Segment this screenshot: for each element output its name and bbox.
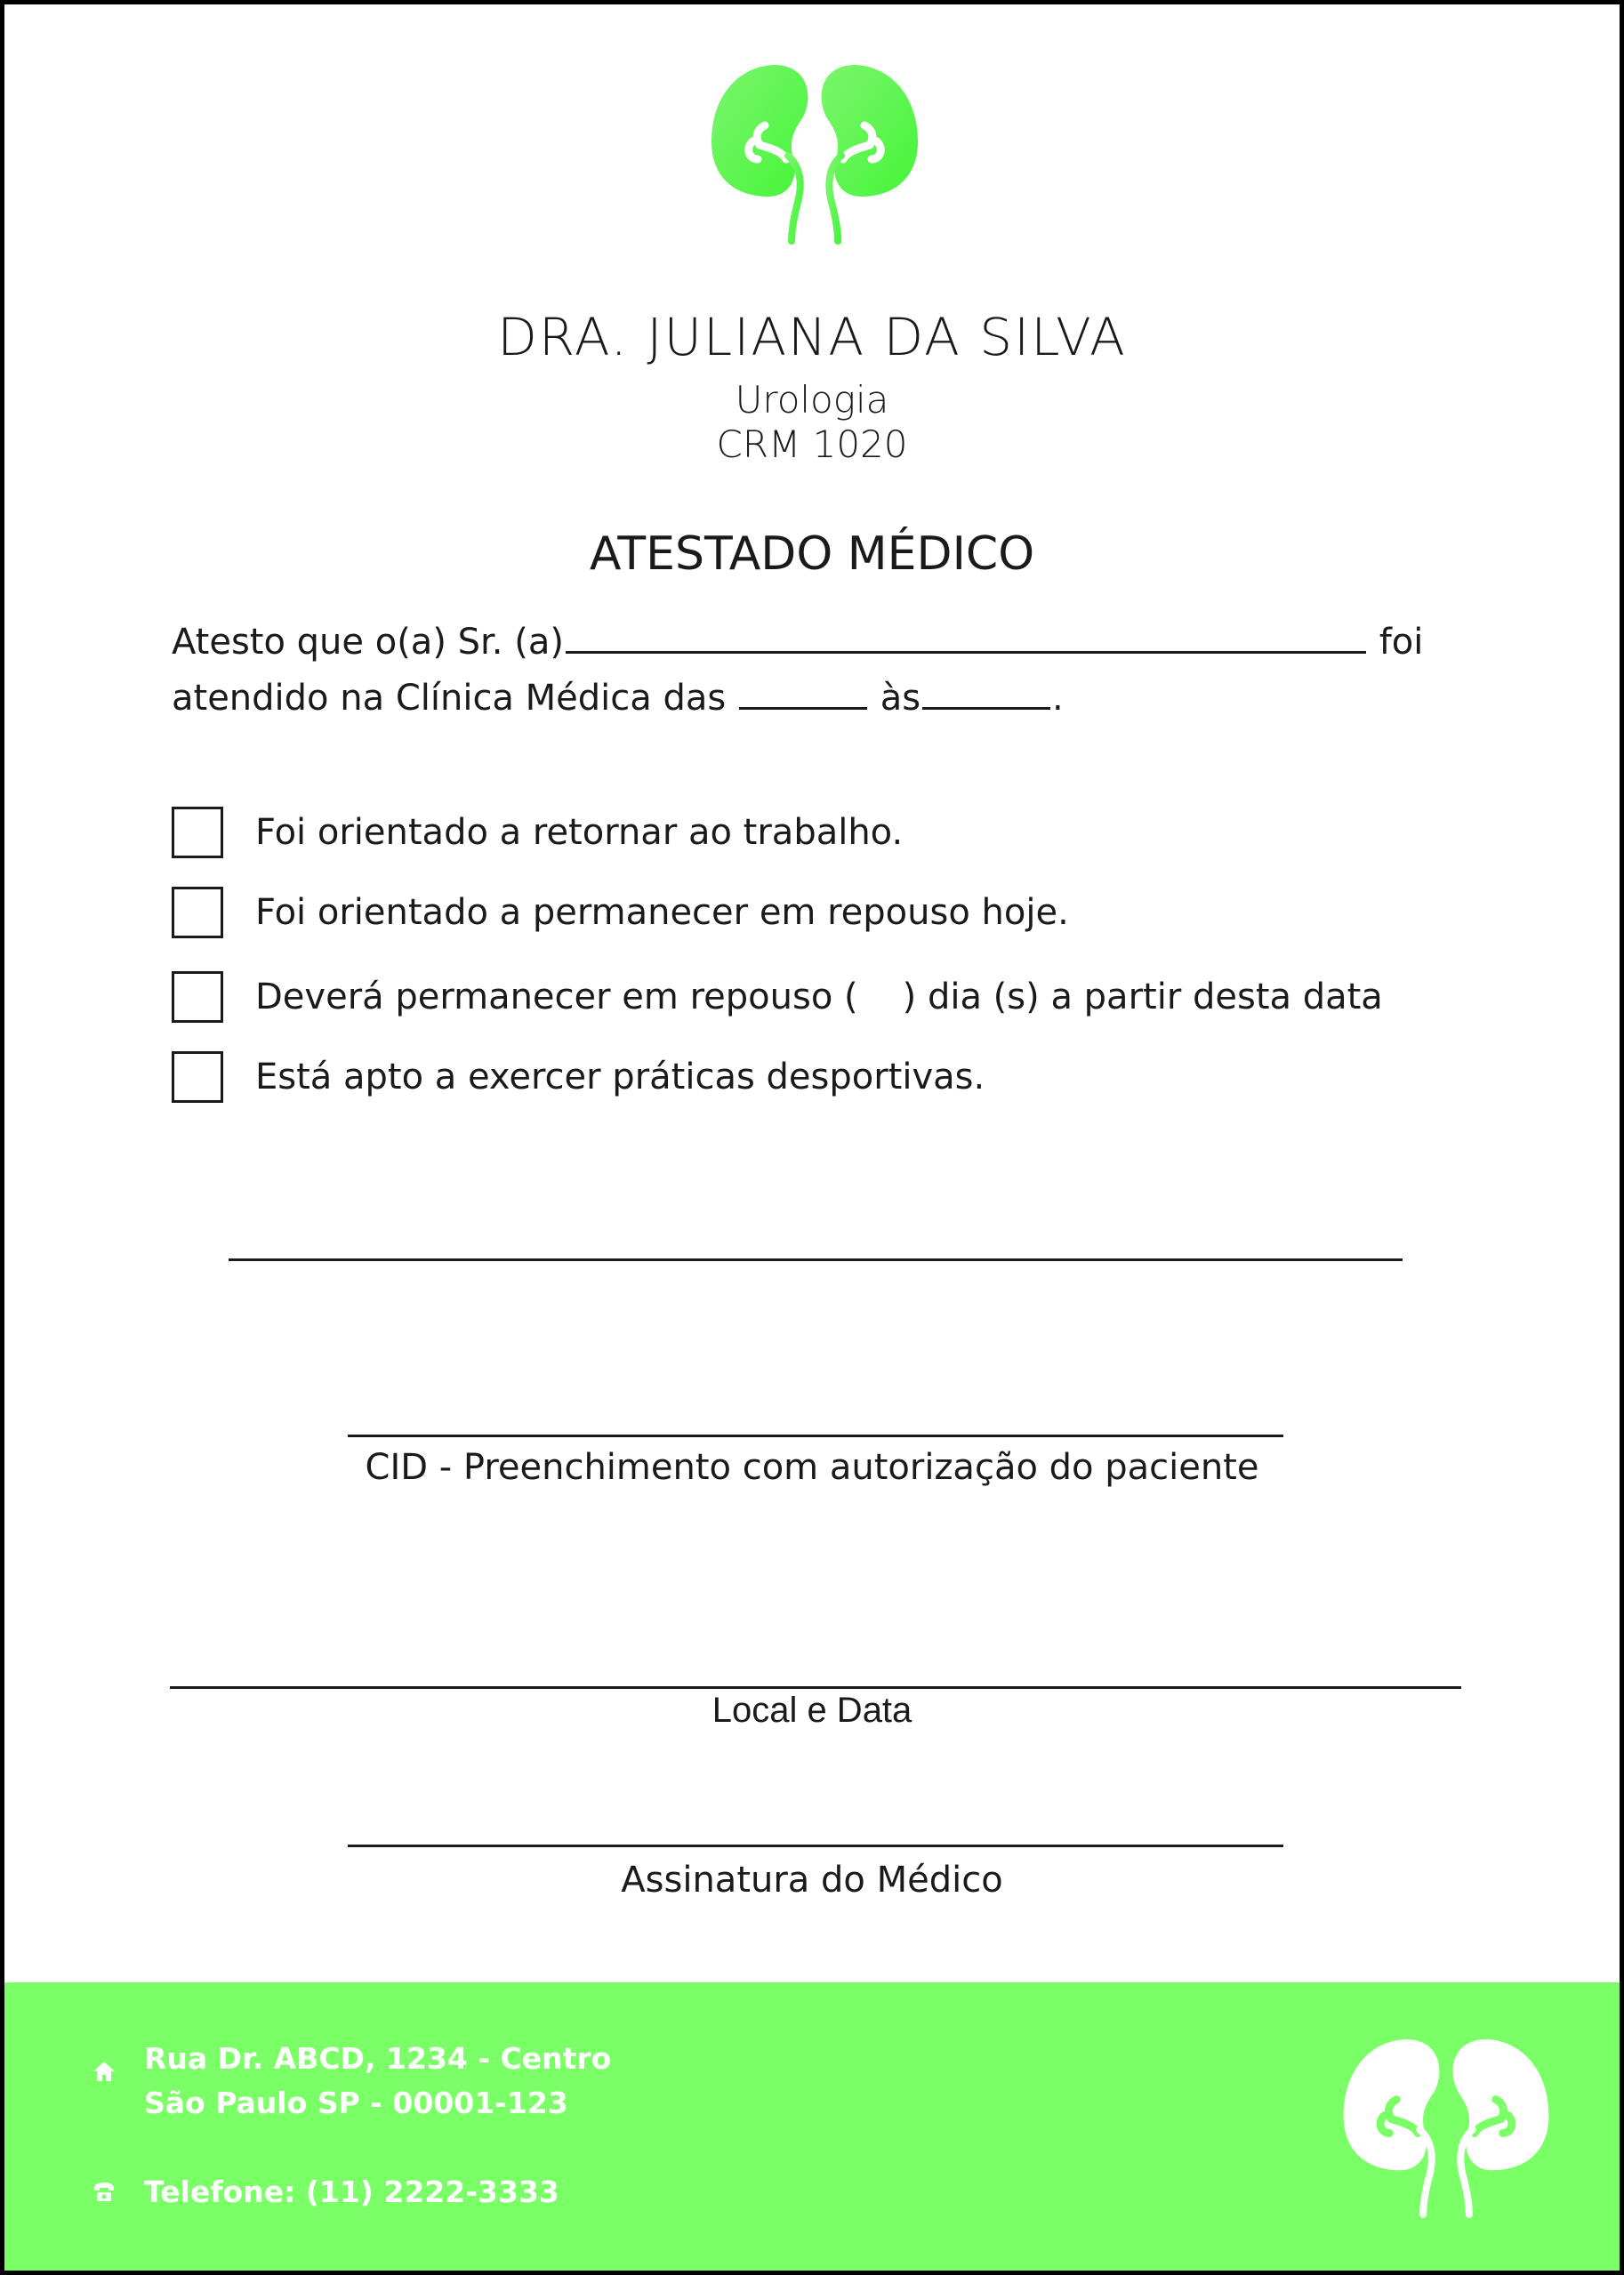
patient-name-blank[interactable] xyxy=(566,621,1366,654)
rest-days-pre: Deverá permanecer em repouso ( xyxy=(255,977,858,1017)
home-icon xyxy=(92,2059,117,2084)
rest-days-post: ) dia (s) a partir desta data xyxy=(902,977,1383,1017)
start-time-blank[interactable] xyxy=(739,677,867,710)
doctor-crm: CRM 1020 xyxy=(716,422,908,466)
doctor-specialty: Urologia xyxy=(735,378,889,422)
option-rest-today xyxy=(172,884,1069,941)
option-return-to-work xyxy=(172,804,903,861)
address-line-1: Rua Dr. ABCD, 1234 - Centro xyxy=(144,2041,612,2076)
attendance-end: . xyxy=(1052,678,1064,719)
doctor-name: DRA. JULIANA DA SILVA xyxy=(497,307,1127,367)
signature-caption: Assinatura do Médico xyxy=(621,1860,1003,1901)
local-date-line[interactable] xyxy=(170,1686,1461,1689)
cid-caption: CID - Preenchimento com autorização do paciente xyxy=(365,1447,1259,1488)
option-sports-fit xyxy=(172,1049,985,1105)
statement-prefix: Atesto que o(a) Sr. (a) xyxy=(172,622,564,663)
notes-line[interactable] xyxy=(229,1258,1403,1261)
option-label: Foi orientado a retornar ao trabalho. xyxy=(255,812,904,853)
address-line-2: São Paulo SP - 00001-123 xyxy=(144,2086,568,2120)
footer-bar xyxy=(4,1982,1620,2271)
checkbox-rest-days[interactable] xyxy=(172,971,223,1023)
option-label: Está apto a exercer práticas desportivas. xyxy=(255,1057,985,1097)
local-date-caption: Local e Data xyxy=(712,1691,912,1730)
patient-statement-line xyxy=(172,621,1423,663)
checkbox-return-to-work[interactable] xyxy=(172,807,223,858)
statement-suffix: foi xyxy=(1379,622,1424,663)
option-label: Foi orientado a permanecer em repouso hoje. xyxy=(255,892,1069,933)
kidneys-icon xyxy=(710,63,920,245)
option-label xyxy=(255,977,1383,1017)
attendance-mid: às xyxy=(880,678,921,719)
phone-icon xyxy=(92,2180,117,2205)
checkbox-sports-fit[interactable] xyxy=(172,1051,223,1103)
option-rest-days xyxy=(172,969,1383,1025)
end-time-blank[interactable] xyxy=(922,677,1050,710)
attendance-prefix: atendido na Clínica Médica das xyxy=(172,678,727,719)
phone-number: Telefone: (11) 2222-3333 xyxy=(144,2175,559,2209)
attendance-time-line xyxy=(172,677,1064,719)
signature-line[interactable] xyxy=(348,1845,1283,1847)
kidneys-icon xyxy=(1340,2038,1552,2219)
checkbox-rest-today[interactable] xyxy=(172,887,223,938)
cid-line[interactable] xyxy=(348,1435,1283,1437)
document-title: ATESTADO MÉDICO xyxy=(589,527,1035,581)
